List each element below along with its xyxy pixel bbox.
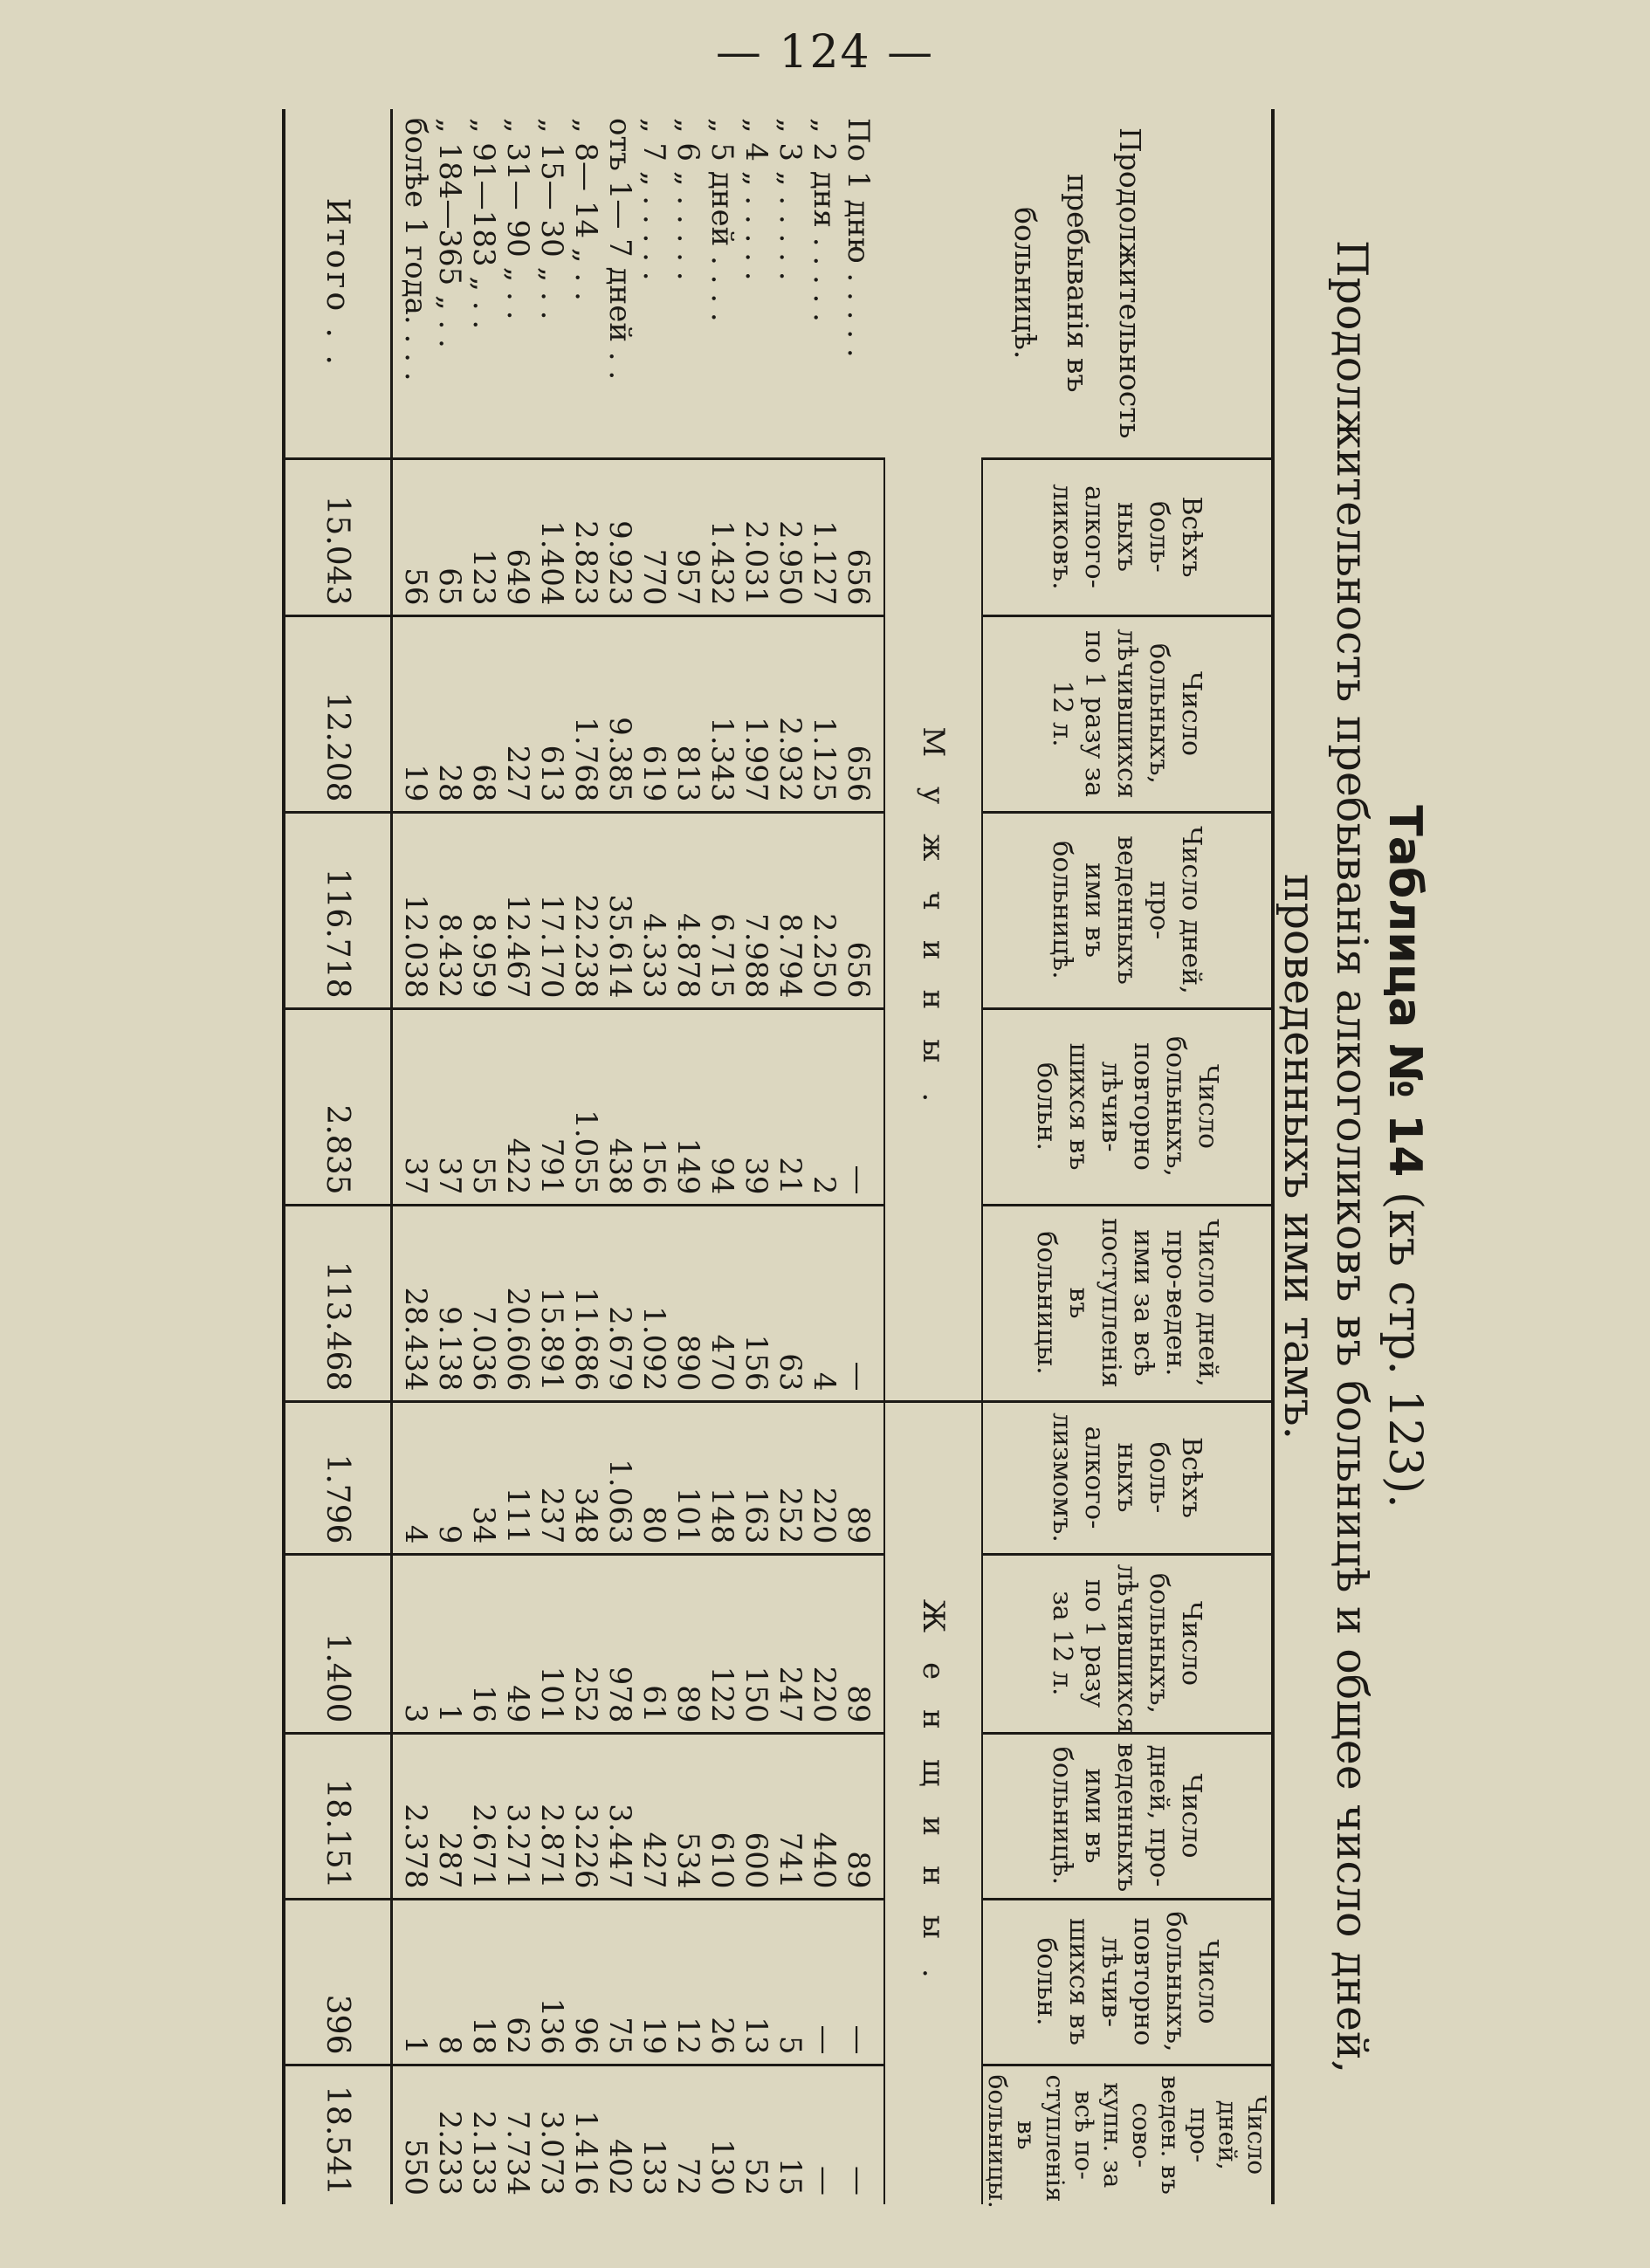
- women-value: 600: [739, 1733, 773, 1899]
- men-value: 8.432: [432, 812, 466, 1008]
- women-value: 101: [670, 1401, 705, 1554]
- women-value: 247: [773, 1554, 807, 1733]
- total-label: Итого . .: [284, 109, 392, 458]
- table-row: [739, 109, 773, 2204]
- men-value: 1.432: [705, 458, 739, 615]
- men-value: 7.988: [739, 812, 773, 1008]
- men-value: 22.238: [568, 812, 602, 1008]
- women-value: 220: [807, 1401, 841, 1554]
- men-value: 21: [773, 1008, 807, 1205]
- women-value: 237: [534, 1401, 568, 1554]
- men-value: 9.138: [432, 1205, 466, 1401]
- rotated-table-block: [52, 96, 1432, 2217]
- women-value: 9: [432, 1401, 466, 1554]
- row-label: „ 15— 30 „ . .: [534, 118, 569, 320]
- women-value: 610: [705, 1733, 739, 1899]
- women-value: 136: [534, 1899, 568, 2065]
- men-value: 770: [636, 458, 670, 615]
- group-header-women: Женщины.: [884, 1401, 982, 2204]
- header-women-total: Всѣхъ боль-ныхъ алкого-лизмомъ.: [982, 1401, 1273, 1554]
- men-value: 20.606: [500, 1205, 534, 1401]
- women-value: 550: [392, 2065, 433, 2204]
- row-label: „ 8— 14 „ . .: [568, 118, 603, 301]
- table-row: [841, 109, 884, 2204]
- row-label: болѣе 1 года. . . .: [398, 118, 433, 381]
- men-value: 2: [807, 1008, 841, 1205]
- table-row: [392, 109, 433, 2204]
- men-value: 613: [534, 615, 568, 812]
- header-women-once-patients: Число больныхъ, лѣчившихся по 1 разу за 12 л.: [982, 1554, 1273, 1733]
- men-value: 9.923: [602, 458, 636, 615]
- row-label: „ 7 „ . . . . .: [636, 118, 671, 281]
- men-value: 12.467: [500, 812, 534, 1008]
- men-value: 1.997: [739, 615, 773, 812]
- men-total-value: 2.835: [284, 1008, 392, 1205]
- men-value: 656: [841, 812, 884, 1008]
- table-row: [773, 109, 807, 2204]
- men-total-value: 12.208: [284, 615, 392, 812]
- men-value: 35.614: [602, 812, 636, 1008]
- row-label: По 1 дню . . . . .: [841, 118, 877, 358]
- women-value: 440: [807, 1733, 841, 1899]
- header-women-repeat-patients: Число больныхъ, повторно лѣчив-шихся въ больн.: [982, 1899, 1273, 2065]
- men-value: 2.250: [807, 812, 841, 1008]
- women-value: 1: [432, 1554, 466, 1733]
- men-value: —: [841, 1205, 884, 1401]
- men-total-value: 113.468: [284, 1205, 392, 1401]
- men-value: 1.404: [534, 458, 568, 615]
- table-number: Таблица № 14: [1378, 805, 1431, 1178]
- women-value: 3.271: [500, 1733, 534, 1899]
- row-label: „ 6 „ . . . . .: [670, 118, 705, 281]
- women-value: 96: [568, 1899, 602, 2065]
- men-value: 8.959: [466, 812, 500, 1008]
- men-total-value: 15.043: [284, 458, 392, 615]
- men-value: 791: [534, 1008, 568, 1205]
- women-value: 163: [739, 1401, 773, 1554]
- men-value: 4: [807, 1205, 841, 1401]
- men-value: 1.092: [636, 1205, 670, 1401]
- women-total-value: 18.541: [284, 2065, 392, 2204]
- men-value: 123: [466, 458, 500, 615]
- row-label: „ 91—183 „ . .: [466, 118, 501, 330]
- table-row: [568, 109, 602, 2204]
- women-value: 220: [807, 1554, 841, 1733]
- men-value: 1.127: [807, 458, 841, 615]
- women-value: —: [807, 2065, 841, 2204]
- men-value: 4.333: [636, 812, 670, 1008]
- row-label: „ 184—365 „ . .: [432, 118, 467, 348]
- men-value: 12.038: [392, 812, 433, 1008]
- women-value: —: [841, 2065, 884, 2204]
- men-value: 2.950: [773, 458, 807, 615]
- men-value: —: [841, 1008, 884, 1205]
- men-value: 65: [432, 458, 466, 615]
- women-value: 2.871: [534, 1733, 568, 1899]
- women-value: 7.734: [500, 2065, 534, 2204]
- men-value: 156: [739, 1205, 773, 1401]
- men-total-value: 116.718: [284, 812, 392, 1008]
- women-value: 72: [670, 2065, 705, 2204]
- men-value: 1.125: [807, 615, 841, 812]
- women-value: 15: [773, 2065, 807, 2204]
- men-value: 656: [841, 458, 884, 615]
- women-value: 89: [841, 1401, 884, 1554]
- women-value: 12: [670, 1899, 705, 2065]
- women-value: 52: [739, 2065, 773, 2204]
- header-women-once-days: Число дней, про-веденныхъ ими въ больницѣ.: [982, 1733, 1273, 1899]
- men-value: 1.343: [705, 615, 739, 812]
- men-value: 2.031: [739, 458, 773, 615]
- women-value: 101: [534, 1554, 568, 1733]
- men-value: 7.036: [466, 1205, 500, 1401]
- women-value: 741: [773, 1733, 807, 1899]
- table-row: [466, 109, 500, 2204]
- women-value: 3: [392, 1554, 433, 1733]
- women-value: 13: [739, 1899, 773, 2065]
- men-value: 28.434: [392, 1205, 433, 1401]
- header-duration: Продолжительность пребыванія въ больницѣ.: [884, 109, 1273, 458]
- men-value: 56: [392, 458, 433, 615]
- total-row: [284, 109, 392, 2204]
- women-value: 130: [705, 2065, 739, 2204]
- table-row: [432, 109, 466, 2204]
- men-value: 68: [466, 615, 500, 812]
- women-value: 2.133: [466, 2065, 500, 2204]
- men-value: 227: [500, 615, 534, 812]
- men-value: 957: [670, 458, 705, 615]
- table-subtitle: Продолжительность пребыванія алкоголиковъ въ больницѣ и общее число дней, проведенныхъ ими тамъ.: [1275, 239, 1377, 2074]
- women-value: 18: [466, 1899, 500, 2065]
- table-row: [534, 109, 568, 2204]
- men-value: 156: [636, 1008, 670, 1205]
- men-value: 37: [432, 1008, 466, 1205]
- women-value: 34: [466, 1401, 500, 1554]
- header-men-once-patients: Число больныхъ, лѣчившихся по 1 разу за 12 л.: [982, 615, 1273, 812]
- men-value: 1.768: [568, 615, 602, 812]
- row-label: „ 5 дней . . . .: [705, 118, 739, 322]
- women-total-value: 1.400: [284, 1554, 392, 1733]
- women-value: 89: [670, 1554, 705, 1733]
- women-value: 252: [568, 1554, 602, 1733]
- row-label: „ 3 „ . . . . .: [773, 118, 808, 281]
- table-row: [500, 109, 534, 2204]
- header-men-repeat-patients: Число больныхъ, повторно лѣчив-шихся въ больн.: [982, 1008, 1273, 1205]
- women-total-value: 396: [284, 1899, 392, 2065]
- data-table: [282, 109, 1275, 2209]
- men-value: 15.891: [534, 1205, 568, 1401]
- women-value: 133: [636, 2065, 670, 2204]
- women-value: 89: [841, 1554, 884, 1733]
- men-value: 813: [670, 615, 705, 812]
- women-value: 16: [466, 1554, 500, 1733]
- header-men-once-days: Число дней, про-веденныхъ ими въ больницѣ.: [982, 812, 1273, 1008]
- men-value: 656: [841, 615, 884, 812]
- men-value: 2.679: [602, 1205, 636, 1401]
- header-men-repeat-days: Число дней, про-веден. ими за всѣ поступленія въ больницы.: [982, 1205, 1273, 1401]
- table-reference: (къ стр. 123).: [1378, 1177, 1431, 1509]
- table-row: [636, 109, 670, 2204]
- men-value: 17.170: [534, 812, 568, 1008]
- row-label: „ 4 „ . . . . .: [739, 118, 773, 281]
- women-value: 2.378: [392, 1733, 433, 1899]
- men-value: 28: [432, 615, 466, 812]
- women-value: 148: [705, 1401, 739, 1554]
- women-value: 61: [636, 1554, 670, 1733]
- women-value: 287: [432, 1733, 466, 1899]
- men-value: 422: [500, 1008, 534, 1205]
- women-value: 5: [773, 1899, 807, 2065]
- men-value: 470: [705, 1205, 739, 1401]
- women-total-value: 18.151: [284, 1733, 392, 1899]
- women-value: 4: [392, 1401, 433, 1554]
- men-value: 11.686: [568, 1205, 602, 1401]
- table-row: [807, 109, 841, 2204]
- women-value: 1.063: [602, 1401, 636, 1554]
- header-women-repeat-days: Число дней, про-веден. въ сово-купн. за всѣ по-ступленія въ больницы.: [982, 2065, 1273, 2204]
- men-value: 619: [636, 615, 670, 812]
- women-value: 150: [739, 1554, 773, 1733]
- women-value: 348: [568, 1401, 602, 1554]
- women-value: 427: [636, 1733, 670, 1899]
- men-value: 2.823: [568, 458, 602, 615]
- women-value: 978: [602, 1554, 636, 1733]
- men-value: 8.794: [773, 812, 807, 1008]
- women-value: —: [807, 1899, 841, 2065]
- men-value: 438: [602, 1008, 636, 1205]
- table-title-block: [1275, 96, 1432, 2217]
- table-row: [670, 109, 705, 2204]
- table-row: [705, 109, 739, 2204]
- women-value: 8: [432, 1899, 466, 2065]
- women-value: 80: [636, 1401, 670, 1554]
- women-value: —: [841, 1899, 884, 2065]
- women-value: 3.226: [568, 1733, 602, 1899]
- men-value: 19: [392, 615, 433, 812]
- women-value: 49: [500, 1554, 534, 1733]
- women-value: 3.447: [602, 1733, 636, 1899]
- men-value: 9.385: [602, 615, 636, 812]
- women-value: 1: [392, 1899, 433, 2065]
- table-title: [1378, 96, 1432, 2217]
- header-men-total: Всѣхъ боль-ныхъ алкого-ликовъ.: [982, 458, 1273, 615]
- row-label: „ 31— 90 „ . .: [500, 118, 535, 320]
- women-value: 3.073: [534, 2065, 568, 2204]
- women-value: 62: [500, 1899, 534, 2065]
- women-value: 534: [670, 1733, 705, 1899]
- men-value: 37: [392, 1008, 433, 1205]
- men-value: 890: [670, 1205, 705, 1401]
- women-value: 19: [636, 1899, 670, 2065]
- men-value: 649: [500, 458, 534, 615]
- men-value: 55: [466, 1008, 500, 1205]
- men-value: 94: [705, 1008, 739, 1205]
- women-value: 252: [773, 1401, 807, 1554]
- women-value: 2.671: [466, 1733, 500, 1899]
- row-label: „ 2 дня . . . . .: [807, 118, 842, 322]
- women-total-value: 1.796: [284, 1401, 392, 1554]
- group-header-men: Мужчины.: [884, 458, 982, 1401]
- page-number: — 124 —: [715, 26, 935, 79]
- women-value: 402: [602, 2065, 636, 2204]
- men-value: 149: [670, 1008, 705, 1205]
- women-value: 26: [705, 1899, 739, 2065]
- women-value: 1.416: [568, 2065, 602, 2204]
- men-value: 1.055: [568, 1008, 602, 1205]
- women-value: 75: [602, 1899, 636, 2065]
- women-value: 2.233: [432, 2065, 466, 2204]
- women-value: 111: [500, 1401, 534, 1554]
- women-value: 89: [841, 1733, 884, 1899]
- men-value: 63: [773, 1205, 807, 1401]
- men-value: 39: [739, 1008, 773, 1205]
- row-label: отъ 1— 7 дней . .: [602, 118, 637, 381]
- table-body: [284, 109, 884, 2204]
- table-row: [602, 109, 636, 2204]
- men-value: 6.715: [705, 812, 739, 1008]
- men-value: 2.932: [773, 615, 807, 812]
- women-value: 122: [705, 1554, 739, 1733]
- men-value: 4.878: [670, 812, 705, 1008]
